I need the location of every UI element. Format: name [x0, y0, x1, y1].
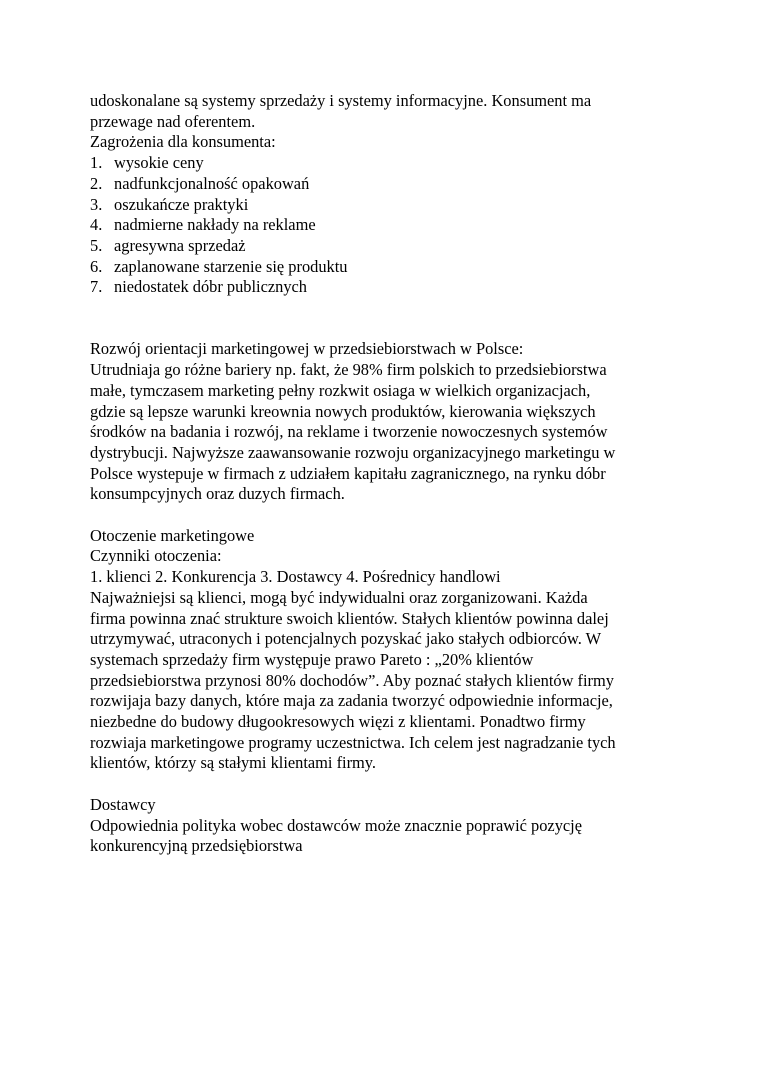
document-page — [90, 91, 690, 857]
list-text: nadmierne nakłady na reklame — [114, 215, 316, 235]
list-number: 6. — [90, 256, 103, 276]
list-item — [90, 195, 690, 216]
environment-line: klientów, którzy są stałymi klientami firmy. — [90, 753, 377, 773]
list-number: 2. — [90, 173, 103, 193]
list-number: 4. — [90, 215, 103, 235]
intro-line-2: przewage nad oferentem. — [90, 111, 256, 131]
list-item — [90, 236, 690, 257]
environment-line: niezbedne do budowy długookresowych więzi z klientami. Ponadtwo firmy — [90, 712, 586, 732]
list-text: agresywna sprzedaż — [114, 235, 246, 255]
list-number: 7. — [90, 277, 103, 297]
intro-line-1: udoskonalane są systemy sprzedaży i systemy informacyjne. Konsument ma — [90, 91, 592, 110]
list-number: 1. — [90, 153, 103, 173]
development-line: gdzie są lepsze warunki kreownia nowych produktów, kierowania większych — [90, 401, 596, 421]
list-item — [90, 174, 690, 195]
list-number: 3. — [90, 194, 103, 214]
environment-line: rozwiaja marketingowe programy uczestnictwa. Ich celem jest nagradzanie tych — [90, 732, 616, 752]
threats-list — [90, 153, 690, 298]
development-line: dystrybucji. Najwyższe zaawansowanie rozwoju organizacyjnego marketingu w — [90, 442, 616, 462]
list-text: wysokie ceny — [114, 153, 204, 173]
list-item — [90, 153, 690, 174]
list-text: nadfunkcjonalność opakowań — [114, 173, 310, 193]
environment-line: rozwijaja bazy danych, które maja za zadania tworzyć odpowiednie informacje, — [90, 691, 613, 711]
development-line: konsumpcyjnych oraz duzych firmach. — [90, 484, 345, 504]
suppliers-line: Odpowiednia polityka wobec dostawców może znacznie poprawić pozycję — [90, 815, 582, 835]
environment-line: Najważniejsi są klienci, mogą być indywidualni oraz zorganizowani. Każda — [90, 587, 588, 607]
environment-factors: 1. klienci 2. Konkurencja 3. Dostawcy 4. Pośrednicy handlowi — [90, 567, 501, 587]
development-heading: Rozwój orientacji marketingowej w przedsiebiorstwach w Polsce: — [90, 339, 524, 359]
list-item — [90, 277, 690, 298]
spacer — [90, 298, 690, 319]
environment-paragraph — [90, 588, 690, 774]
environment-subheading: Czynniki otoczenia: — [90, 546, 222, 566]
list-item — [90, 257, 690, 278]
development-paragraph — [90, 360, 690, 505]
suppliers-paragraph — [90, 816, 690, 857]
development-line: małe, tymczasem marketing pełny rozkwit osiaga w wielkich organizacjach, — [90, 380, 591, 400]
development-line: Polsce wystepuje w firmach z udziałem kapitału zagranicznego, na rynku dóbr — [90, 463, 606, 483]
development-line: środków na badania i rozwój, na reklame i tworzenie nowoczesnych systemów — [90, 422, 608, 442]
suppliers-heading: Dostawcy — [90, 794, 156, 814]
suppliers-line: konkurencyjną przedsiębiorstwa — [90, 836, 303, 856]
list-text: niedostatek dóbr publicznych — [114, 277, 307, 297]
environment-line: przedsiebiorstwa przynosi 80% dochodów”. Aby poznać stałych klientów firmy — [90, 670, 614, 690]
list-item — [90, 215, 690, 236]
spacer — [90, 774, 690, 795]
list-text: oszukańcze praktyki — [114, 194, 249, 214]
list-number: 5. — [90, 235, 103, 255]
list-text: zaplanowane starzenie się produktu — [114, 256, 348, 276]
environment-heading: Otoczenie marketingowe — [90, 525, 255, 545]
development-line: Utrudniaja go różne bariery np. fakt, że 98% firm polskich to przedsiebiorstwa — [90, 360, 607, 380]
intro-paragraph — [90, 91, 690, 132]
environment-line: utrzymywać, utraconych i potencjalnych pozyskać jako stałych odbiorców. W — [90, 629, 602, 649]
threats-heading: Zagrożenia dla konsumenta: — [90, 132, 276, 152]
spacer — [90, 319, 690, 340]
spacer — [90, 505, 690, 526]
environment-line: systemach sprzedaży firm występuje prawo Pareto : „20% klientów — [90, 649, 534, 669]
environment-line: firma powinna znać strukture swoich klientów. Stałych klientów powinna dalej — [90, 608, 609, 628]
